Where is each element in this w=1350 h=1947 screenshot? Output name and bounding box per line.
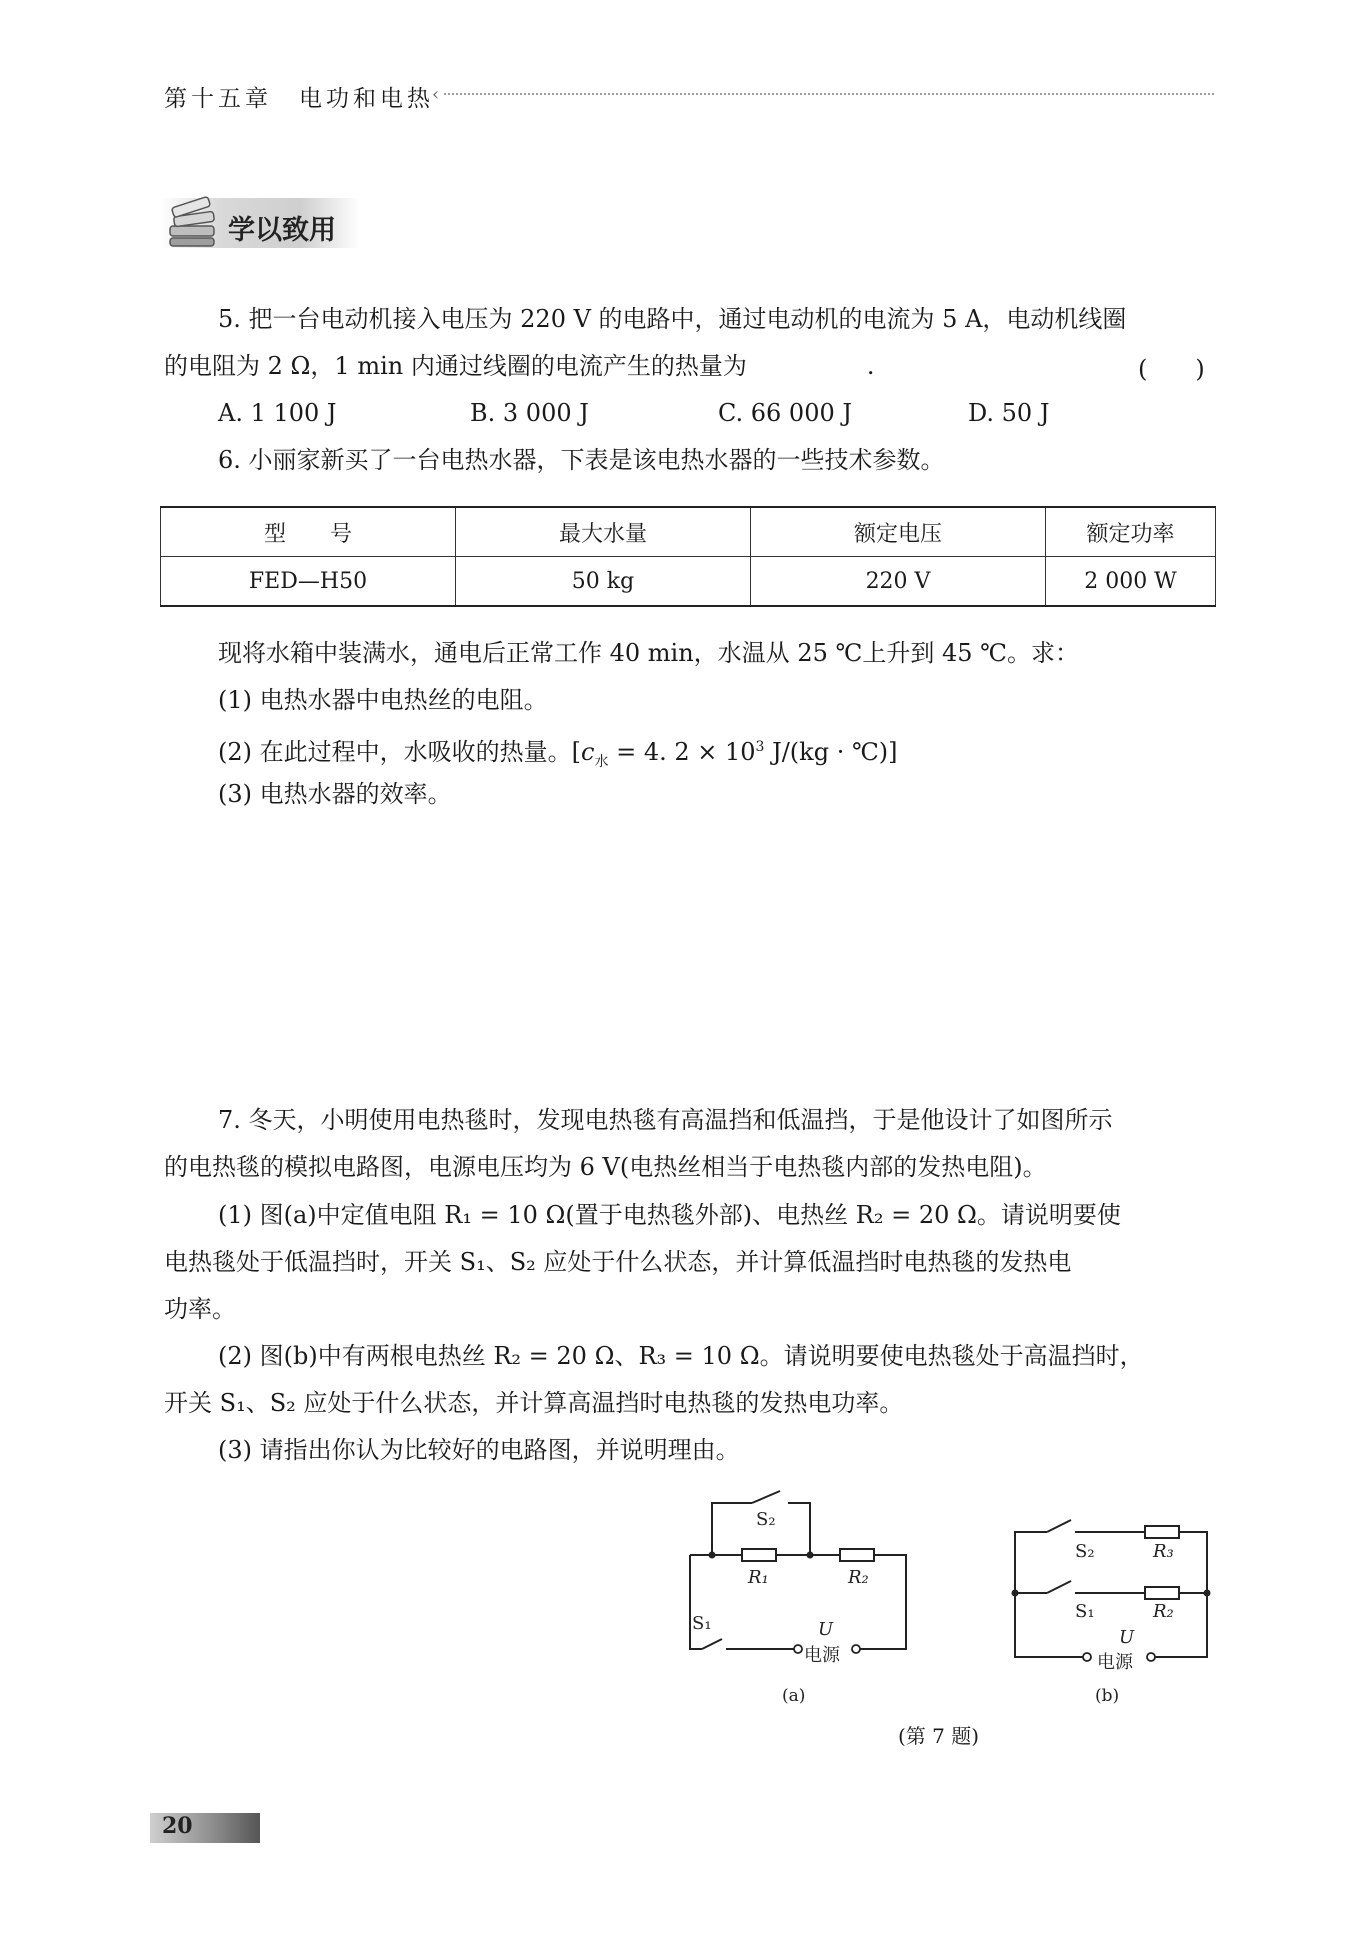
q6-condition: 现将水箱中装满水，通电后正常工作 40 min，水温从 25 ℃上升到 45 ℃。求： — [218, 639, 1079, 667]
label-r1: R₁ — [748, 1567, 769, 1588]
table-header-cell: 型 号 — [161, 507, 456, 557]
label-s1: S₁ — [1075, 1601, 1095, 1622]
circuit-diagram-a — [680, 1485, 920, 1715]
header-divider — [444, 93, 1214, 95]
q7-p3: (3) 请指出你认为比较好的电路图，并说明理由。 — [218, 1436, 740, 1464]
table-cell: FED—H50 — [161, 557, 456, 607]
q5-line1: 5. 把一台电动机接入电压为 220 V 的电路中，通过电动机的电流为 5 A，电动机线圈 — [218, 305, 1127, 333]
label-s2: S₂ — [1075, 1541, 1095, 1562]
q5-option-b: B. 3 000 J — [470, 399, 589, 427]
spec-table — [160, 506, 1216, 607]
q7-p1-line1: (1) 图(a)中定值电阻 R₁ = 10 Ω(置于电热毯外部)、电热丝 R₂ = 20 Ω。请说明要使 — [218, 1201, 1121, 1229]
label-source: 电源 — [804, 1645, 840, 1666]
table-header-cell: 额定功率 — [1046, 507, 1216, 557]
label-r2: R₂ — [848, 1567, 869, 1588]
q7-p1-line2: 电热毯处于低温挡时，开关 S₁、S₂ 应处于什么状态，并计算低温挡时电热毯的发热电 — [164, 1248, 1072, 1276]
q7-p1-line3: 功率。 — [164, 1295, 236, 1323]
q5-option-a: A. 1 100 J — [218, 399, 337, 427]
q7-line2: 的电热毯的模拟电路图，电源电压均为 6 V(电热丝相当于电热毯内部的发热电阻)。 — [164, 1153, 1047, 1181]
circuit-diagram-b — [1005, 1505, 1220, 1715]
caption-b: (b) — [1095, 1686, 1120, 1706]
answer-bracket: ( ) — [1138, 355, 1205, 383]
label-r2: R₂ — [1153, 1601, 1174, 1622]
table-cell: 220 V — [751, 557, 1046, 607]
q7-p2-line2: 开关 S₁、S₂ 应处于什么状态，并计算高温挡时电热毯的发热电功率。 — [164, 1389, 904, 1417]
table-cell: 2 000 W — [1046, 557, 1216, 607]
q5-option-c: C. 66 000 J — [718, 399, 852, 427]
table-header-cell: 额定电压 — [751, 507, 1046, 557]
q6-sub2: (2) 在此过程中，水吸收的热量。[$c_水 = 4$. $2 \times 10^3$ J/(kg · ℃)] — [218, 738, 898, 770]
q5-option-d: D. 50 J — [968, 399, 1050, 427]
table-cell: 50 kg — [456, 557, 751, 607]
q6-intro: 6. 小丽家新买了一台电热水器，下表是该电热水器的一些技术参数。 — [218, 446, 945, 474]
label-s1: S₁ — [692, 1613, 712, 1634]
table-header-cell: 最大水量 — [456, 507, 751, 557]
q7-p2-line1: (2) 图(b)中有两根电热丝 R₂ = 20 Ω、R₃ = 10 Ω。请说明要使电热毯处于高温挡时， — [218, 1342, 1144, 1370]
q5-line2: 的电阻为 2 Ω，1 min 内通过线圈的电流产生的热量为 . — [164, 352, 875, 380]
table-header-row — [161, 507, 1216, 557]
label-r3: R₃ — [1153, 1541, 1174, 1562]
label-source: 电源 — [1097, 1652, 1133, 1673]
chapter-title: 第十五章 电功和电热 — [164, 86, 434, 112]
section-title: 学以致用 — [228, 215, 336, 246]
books-icon — [166, 196, 222, 252]
chevron-left-icon: ‹ — [432, 84, 440, 105]
table-row — [161, 557, 1216, 607]
label-u: U — [1119, 1627, 1135, 1648]
label-u: U — [818, 1619, 834, 1640]
label-s2: S₂ — [756, 1509, 776, 1530]
caption-a: (a) — [782, 1686, 806, 1706]
figure-caption: (第 7 题) — [898, 1724, 980, 1748]
q7-line1: 7. 冬天，小明使用电热毯时，发现电热毯有高温挡和低温挡，于是他设计了如图所示 — [218, 1106, 1113, 1134]
q6-sub3: (3) 电热水器的效率。 — [218, 780, 452, 808]
page-number: 20 — [162, 1813, 193, 1839]
q6-sub1: (1) 电热水器中电热丝的电阻。 — [218, 686, 548, 714]
